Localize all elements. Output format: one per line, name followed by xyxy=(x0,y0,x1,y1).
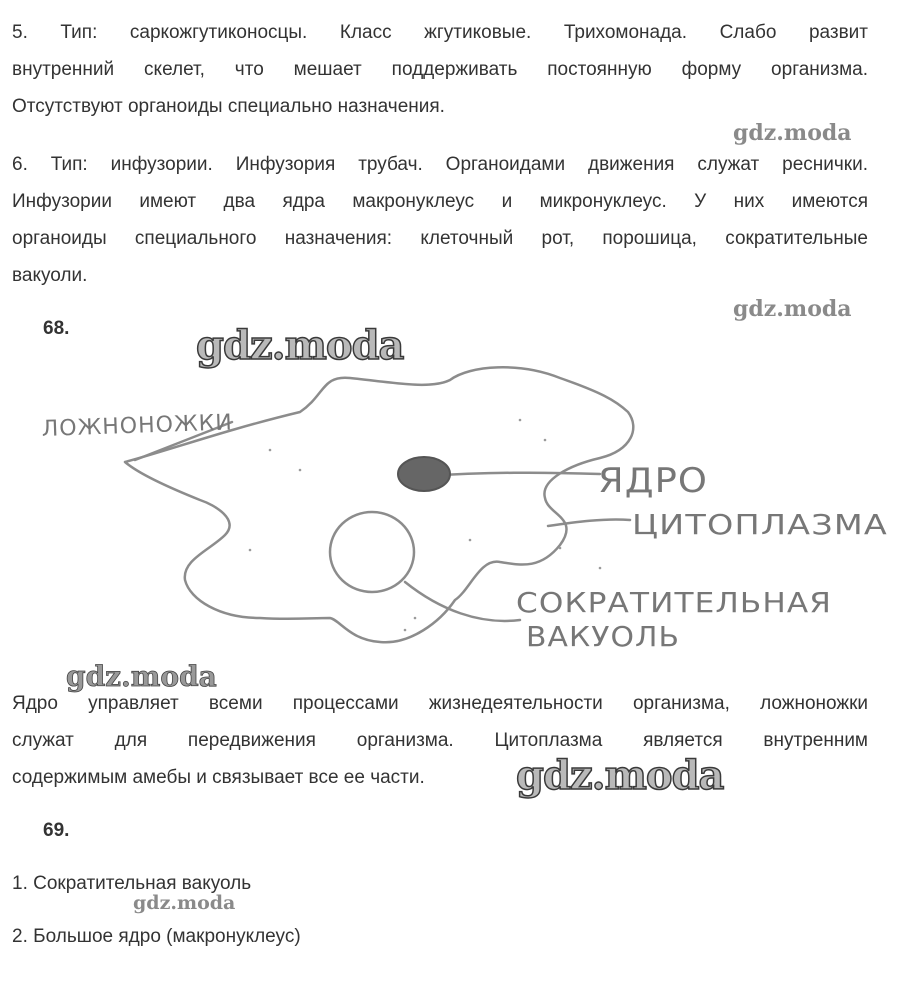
watermark: gdz.moda xyxy=(196,322,404,369)
pointer-line xyxy=(548,519,630,526)
label-pseudopods: ЛОЖНОНОЖКИ xyxy=(41,410,234,442)
paragraph-task-5 xyxy=(12,14,868,125)
text-line: 5. Тип: саркожгутиконосцы. Класс жгутиковые. Трихомонада. Слабо развит xyxy=(12,22,868,43)
answer-69-item: 1. Сократительная вакуоль xyxy=(12,873,252,894)
text-line: внутренний скелет, что мешает поддерживать постоянную форму организма. xyxy=(12,59,868,80)
amoeba-drawing xyxy=(0,300,906,660)
answer-69-item: 2. Большое ядро (макронуклеус) xyxy=(12,926,301,947)
text-line: органоиды специального назначения: клеточный рот, порошица, сократительные xyxy=(12,228,868,249)
paragraph-task-68-answer xyxy=(12,685,868,796)
paragraph-task-6 xyxy=(12,146,868,294)
watermark: gdz.moda xyxy=(66,660,217,693)
pointer-line xyxy=(405,582,520,621)
watermark: gdz.moda xyxy=(516,752,724,799)
text-line: Отсутствуют органоиды специально назначения. xyxy=(12,96,445,117)
watermark: gdz.moda xyxy=(733,120,852,146)
task-68-heading: 68. xyxy=(43,318,70,339)
nucleus xyxy=(398,457,450,491)
watermark: gdz.moda xyxy=(133,892,236,914)
text-line: содержимым амебы и связывает все ее части. xyxy=(12,767,425,788)
text-line: Ядро управляет всеми процессами жизнедеятельности организма, ложноножки xyxy=(12,693,868,714)
vacuole-outline xyxy=(330,512,414,592)
task-69-heading: 69. xyxy=(43,820,70,841)
text-line: вакуоли. xyxy=(12,265,88,286)
label-vacuole-line1: СОКРАТИТЕЛЬНАЯ xyxy=(516,586,832,619)
text-line: 6. Тип: инфузории. Инфузория трубач. Органоидами движения служат реснички. xyxy=(12,154,868,175)
label-nucleus: ЯДРО xyxy=(598,461,708,501)
watermark: gdz.moda xyxy=(733,296,852,322)
label-vacuole-line2: ВАКУОЛЬ xyxy=(526,620,680,653)
pointer-line xyxy=(425,473,600,476)
label-cytoplasm: ЦИТОПЛАЗМА xyxy=(632,508,888,541)
text-line: служат для передвижения организма. Цитоплазма является внутренним xyxy=(12,730,868,751)
text-line: Инфузории имеют два ядра макронуклеус и микронуклеус. У них имеются xyxy=(12,191,868,212)
